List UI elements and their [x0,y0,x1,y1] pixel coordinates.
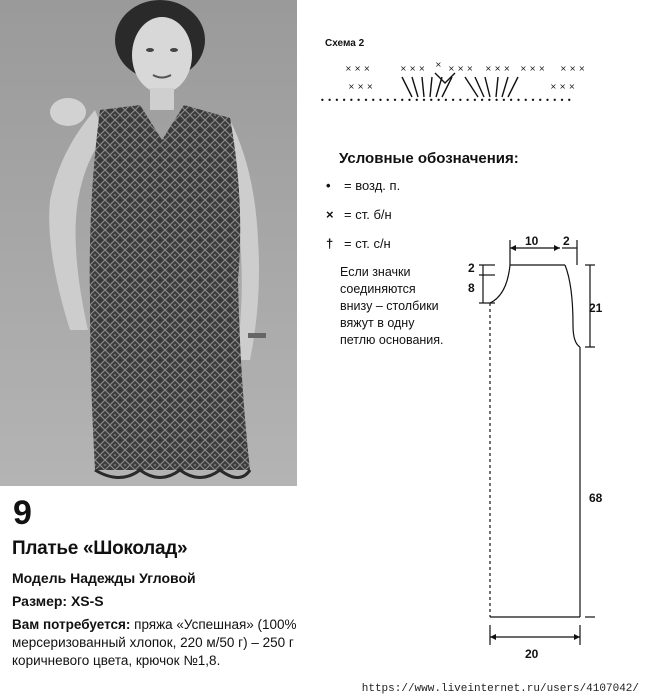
svg-text:× × ×: × × × [348,82,374,91]
pattern-diagram-graphic [455,225,615,665]
svg-text:× × ×: × × × [550,82,576,91]
single-crochet-icon: × [326,207,334,222]
pattern-size: Размер: XS-S [12,593,104,609]
dim-left-top: 2 [468,261,475,275]
chain-stitch-icon: • [326,178,331,193]
dim-right-armhole: 21 [589,301,603,315]
model-photo [0,0,297,486]
svg-text:× × ×: × × × [560,64,586,73]
svg-text:• • • • • • • • • • • • • • •: • • • • • • • • • • • • • • • • • • • • • • • • • • • • • • • • • • • [320,96,572,105]
dim-top-width: 10 [525,234,539,248]
legend-note: Если значки соединяются внизу – столбики вяжут в одну петлю основания. [340,265,444,347]
crochet-chart [320,55,610,110]
source-watermark: https://www.liveinternet.ru/users/4107042/ [361,683,639,695]
svg-text:× × ×: × × × [520,64,546,73]
legend-item-text: = ст. б/н [344,207,392,222]
pattern-author: Модель Надежды Угловой [12,570,196,586]
legend-item-text: = ст. с/н [344,236,391,251]
legend-item-text: = возд. п. [344,178,401,193]
legend-item-single-crochet [326,207,392,222]
dim-bottom-width: 20 [525,647,539,661]
svg-text:×: × [435,60,442,69]
legend-item-double-crochet [326,236,391,251]
model-photo-graphic [0,0,297,486]
legend-item-chain [326,178,400,193]
svg-text:× × ×: × × × [345,64,371,73]
pattern-caption [12,496,312,670]
pattern-materials [12,616,312,670]
scheme-title: Схема 2 [325,38,365,49]
svg-text:× × ×: × × × [448,64,474,73]
pattern-diagram [455,225,615,670]
dim-left-armhole: 8 [468,281,475,295]
legend-heading: Условные обозначения: [339,150,519,167]
dim-right-length: 68 [589,491,603,505]
svg-text:× × ×: × × × [485,64,511,73]
pattern-title: Платье «Шоколад» [12,538,188,559]
dim-top-edge: 2 [563,234,570,248]
pattern-number: 9 [13,494,32,532]
materials-label: Вам потребуется: [12,617,131,632]
svg-text:× × ×: × × × [400,64,426,73]
materials-text: пряжа «Успешная» (100% мерсеризованный хлопок, 220 м/50 г) – 250 г коричневого цвета, крючок №1,8. [12,617,297,668]
double-crochet-icon: † [326,236,334,251]
